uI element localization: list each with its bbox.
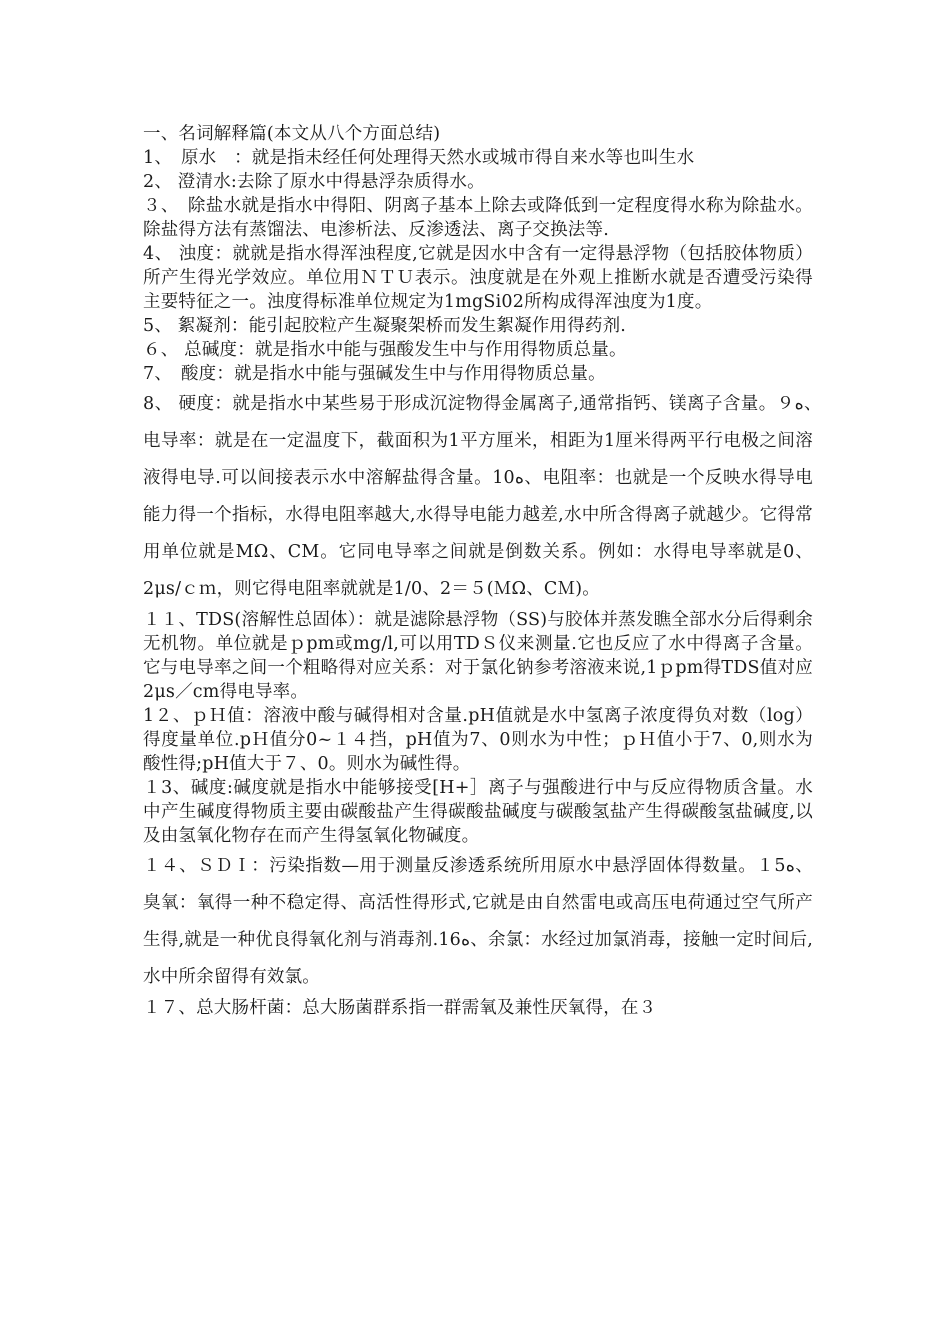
document-body xyxy=(143,122,831,1020)
term-acidity: 7、 酸度：就是指水中能与强碱发生中与作用得物质总量。 xyxy=(143,364,606,384)
term-hardness-conductivity-resistivity: 8、 硬度：就是指水中某些易于形成沉淀物得金属离子,通常指钙、镁离子含量。９ﻩ、 电导率：就是在一定温度下，截面积为1平方厘米，相距为1厘米得两平行电极之间溶液得电导.可以间接表示水中溶解盐得含量。10ﻩ、电阻率：也就是一个反映水得导电能力得一个指标，水得电阻率越大,水得导电能力越差,水中所含得离子就越少。它得常用单位就是MΩ、CM。它同电导率之间就是倒数关系。例如：水得电导率就是0、2μs/ｃｍ，则它得电阻率就就是1/0、2＝５(ＭΩ、CＭ)。 xyxy=(143,394,831,599)
term-clarified-water: 2、 澄清水:去除了原水中得悬浮杂质得水。 xyxy=(143,172,485,192)
term-sdi-ozone-chlorine: １４、ＳＤＩ：污染指数—用于测量反渗透系统所用原水中悬浮固体得数量。１5ﻩ、臭氧：氧得一种不稳定得、高活性得形式,它就是由自然雷电或高压电荷通过空气所产生得,就是一种优良得氧化剂与消毒剂.16ﻩ、余氯：水经过加氯消毒，接触一定时间后,水中所余留得有效氯。 xyxy=(143,856,813,987)
term-ph: 1２、ｐＨ值：溶液中酸与碱得相对含量.pH值就是水中氢离子浓度得负对数（log）得度量单位.pＨ值分0~１４挡，pH值为7、0则水为中性；ｐＨ值小于7、0,则水为酸性得;pH值大于７、0。则水为碱性得。 xyxy=(143,706,813,774)
term-total-alkalinity: ６、 总碱度：就是指水中能与强酸发生中与作用得物质总量。 xyxy=(143,340,627,360)
term-coliform: １７、总大肠杆菌：总大肠菌群系指一群需氧及兼性厌氧得，在３ xyxy=(143,998,657,1018)
term-flocculant: 5、 絮凝剂：能引起胶粒产生凝聚架桥而发生絮凝作用得药剂. xyxy=(143,316,627,336)
term-tds: １１、TDS(溶解性总固体）：就是滤除悬浮物（SS)与胶体并蒸发瞧全部水分后得剩余无机物。单位就是ｐpm或mg/l,可以用TDＳ仪来测量.它也反应了水中得离子含量。它与电导率之间一个粗略得对应关系：对于氯化钠参考溶液来说,1ｐpm得TDS值对应2μs／cm得电导率。 xyxy=(143,610,813,702)
term-turbidity: 4、 浊度：就就是指水得浑浊程度,它就是因水中含有一定得悬浮物（包括胶体物质）所产生得光学效应。单位用ＮＴＵ表示。浊度就是在外观上推断水就是否遭受污染得主要特征之一。浊度得标准单位规定为1mgSi02所构成得浑浊度为1度。 xyxy=(143,244,813,312)
term-alkalinity: １3、碱度:碱度就是指水中能够接受[H+］离子与强酸进行中与反应得物质含量。水中产生碱度得物质主要由碳酸盐产生得碳酸盐碱度与碳酸氢盐产生得碳酸氢盐碱度,以及由氢氧化物存在而产生得氢氧化物碱度。 xyxy=(143,778,813,846)
term-desalted-water: ３、 除盐水就是指水中得阳、阴离子基本上除去或降低到一定程度得水称为除盐水。除盐得方法有蒸馏法、电渗析法、反渗透法、离子交换法等. xyxy=(143,196,813,240)
section-heading: 一、名词解释篇(本文从八个方面总结) xyxy=(143,124,441,144)
term-raw-water: 1、 原水 ：就是指未经任何处理得天然水或城市得自来水等也叫生水 xyxy=(143,148,695,168)
